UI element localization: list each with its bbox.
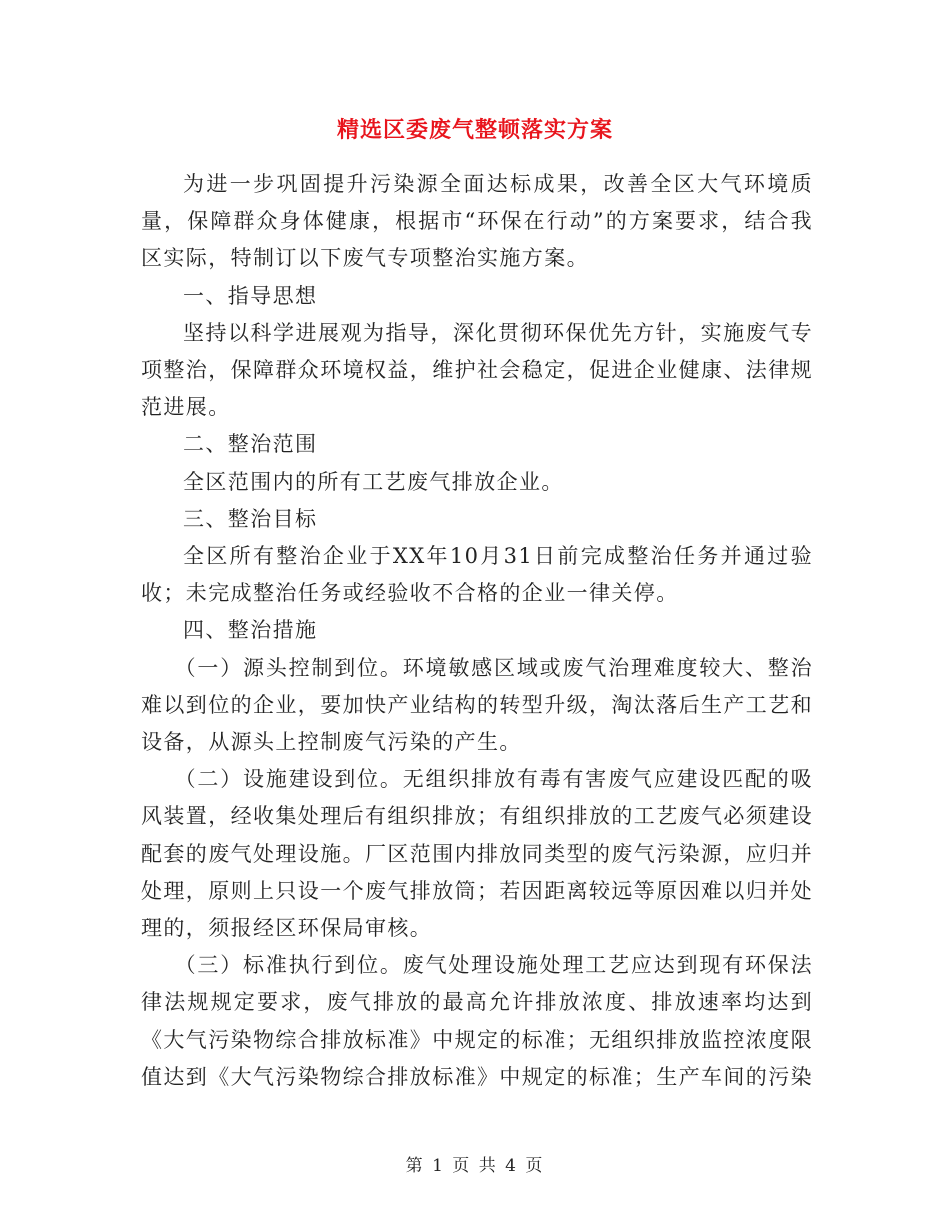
document-body <box>141 166 813 1096</box>
scope-paragraph: 全区范围内的所有工艺废气排放企业。 <box>183 469 564 494</box>
section-heading-goals: 三、整治目标 <box>183 506 318 531</box>
measure-standard-enforcement: （三）标准执行到位。废气处理设施处理工艺应达到现有环保法律法规规定要求，废气排放的最高允许排放浓度、排放速率均达到《大气污染物综合排放标准》中规定的标准；无组织排放监控浓度限值达到《大气污染物综合排放标准》中规定的标准；生产车间的污染 <box>141 953 813 1089</box>
document-title: 精选区委废气整顿落实方案 <box>336 117 613 143</box>
guiding-ideology-paragraph: 坚持以科学进展观为指导，深化贯彻环保优先方针，实施废气专项整治，保障群众环境权益，维护社会稳定，促进企业健康、法律规范进展。 <box>141 320 813 420</box>
goals-paragraph: 全区所有整治企业于XX年10月31日前完成整治任务并通过验收；未完成整治任务或经验收不合格的企业一律关停。 <box>141 544 813 606</box>
measure-facility-construction: （二）设施建设到位。无组织排放有毒有害废气应建设匹配的吸风装置，经收集处理后有组织排放；有组织排放的工艺废气必须建设配套的废气处理设施。厂区范围内排放同类型的废气污染源，应归并处理，原则上只设一个废气排放筒；若因距离较远等原因难以归并处理的，须报经区环保局审核。 <box>141 767 813 941</box>
section-heading-scope: 二、整治范围 <box>183 432 318 457</box>
section-heading-guiding-ideology: 一、指导思想 <box>183 283 318 308</box>
measure-source-control: （一）源头控制到位。环境敏感区域或废气治理难度较大、整治难以到位的企业，要加快产业结构的转型升级，淘汰落后生产工艺和设备，从源头上控制废气污染的产生。 <box>141 655 813 755</box>
section-heading-measures: 四、整治措施 <box>183 618 318 643</box>
page-number-footer: 第 1 页 共 4 页 <box>405 1156 545 1176</box>
intro-paragraph: 为进一步巩固提升污染源全面达标成果，改善全区大气环境质量，保障群众身体健康，根据市“环保在行动”的方案要求，结合我区实际，特制订以下废气专项整治实施方案。 <box>141 172 813 271</box>
